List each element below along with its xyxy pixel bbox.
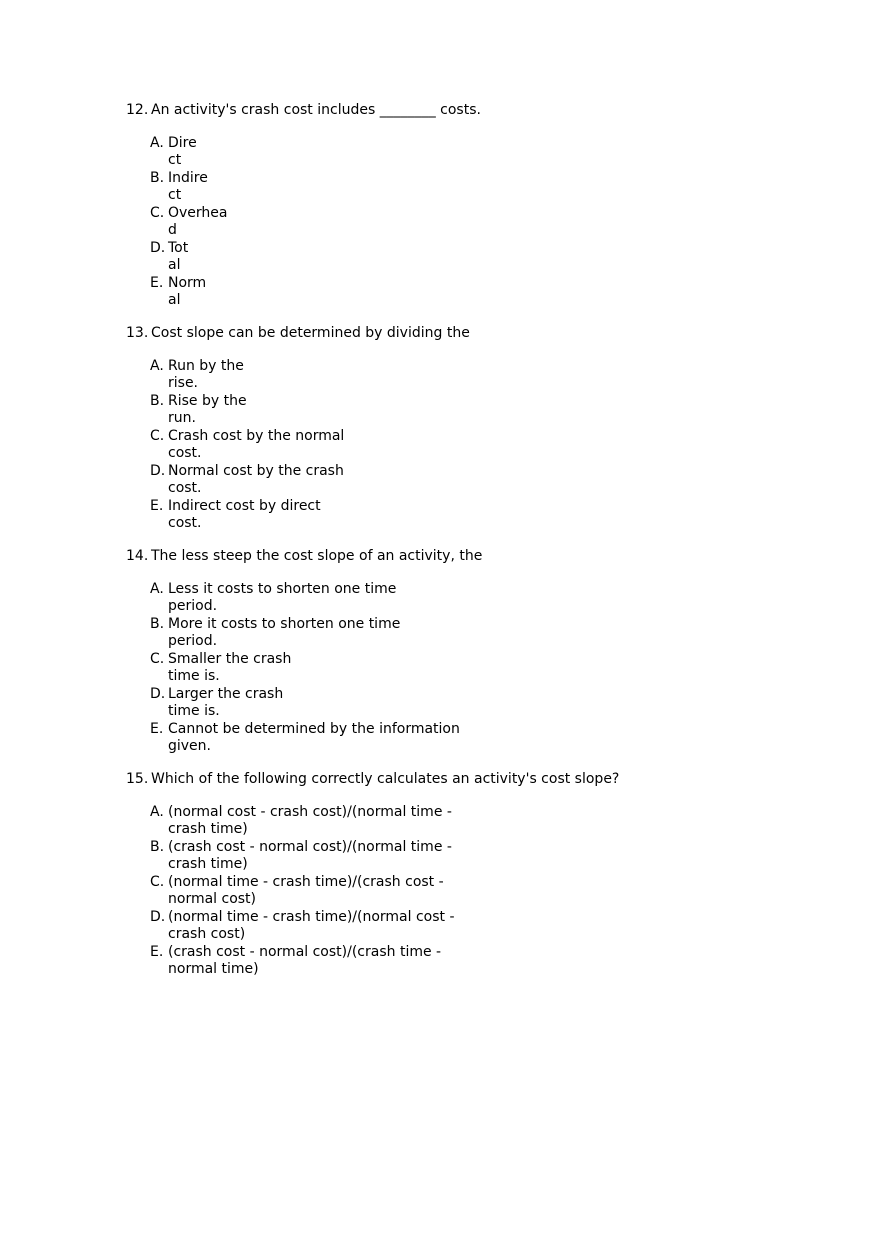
question-14	[126, 548, 746, 756]
option-letter: B.	[150, 839, 165, 855]
option-text: Overhead	[168, 205, 228, 238]
answer-option-e	[150, 275, 746, 308]
option-text: Cannot be determined by the information given.	[168, 721, 460, 754]
option-letter: A.	[150, 135, 164, 151]
option-letter: A.	[150, 804, 164, 820]
question-text: Which of the following correctly calculates an activity's cost slope?	[151, 771, 620, 787]
option-text: (normal time - crash time)/(crash cost - normal cost)	[168, 874, 444, 907]
answer-option-c	[150, 651, 746, 684]
option-letter: D.	[150, 686, 166, 702]
answer-option-d	[150, 463, 746, 496]
option-letter: C.	[150, 428, 165, 444]
option-letter: E.	[150, 944, 164, 960]
answer-options	[126, 804, 746, 977]
option-letter: E.	[150, 498, 164, 514]
question-number: 12.	[126, 102, 149, 118]
option-letter: D.	[150, 909, 166, 925]
option-text: Direct	[168, 135, 197, 168]
option-letter: B.	[150, 616, 165, 632]
question-stem	[126, 771, 746, 788]
question-number: 15.	[126, 771, 149, 787]
answer-options	[126, 581, 746, 754]
answer-option-e	[150, 944, 746, 977]
answer-option-b	[150, 616, 746, 649]
answer-options	[126, 358, 746, 531]
option-text: More it costs to shorten one time period.	[168, 616, 401, 649]
option-letter: C.	[150, 205, 165, 221]
option-text: Less it costs to shorten one time period.	[168, 581, 397, 614]
answer-option-c	[150, 205, 746, 238]
option-letter: D.	[150, 240, 166, 256]
answer-option-b	[150, 393, 746, 426]
option-text: Crash cost by the normal cost.	[168, 428, 345, 461]
option-letter: A.	[150, 581, 164, 597]
answer-option-d	[150, 909, 746, 942]
option-text: Normal cost by the crash cost.	[168, 463, 344, 496]
answer-option-a	[150, 581, 746, 614]
option-letter: E.	[150, 721, 164, 737]
option-text: (normal cost - crash cost)/(normal time - crash time)	[168, 804, 452, 837]
option-text: (normal time - crash time)/(normal cost - crash cost)	[168, 909, 455, 942]
option-text: Indirect cost by direct cost.	[168, 498, 321, 531]
question-stem	[126, 548, 746, 565]
question-text: An activity's crash cost includes ________ costs.	[151, 102, 481, 118]
question-13	[126, 325, 746, 533]
option-letter: D.	[150, 463, 166, 479]
option-letter: B.	[150, 170, 165, 186]
option-text: (crash cost - normal cost)/(crash time - normal time)	[168, 944, 442, 977]
question-text: The less steep the cost slope of an activity, the	[151, 548, 483, 564]
question-number: 13.	[126, 325, 149, 341]
answer-option-b	[150, 839, 746, 872]
option-text: Rise by the run.	[168, 393, 247, 426]
option-text: Total	[168, 240, 189, 273]
question-stem	[126, 325, 746, 342]
answer-option-a	[150, 804, 746, 837]
option-letter: B.	[150, 393, 165, 409]
answer-option-c	[150, 874, 746, 907]
option-letter: C.	[150, 651, 165, 667]
question-text: Cost slope can be determined by dividing the	[151, 325, 470, 341]
option-letter: A.	[150, 358, 164, 374]
answer-option-e	[150, 721, 746, 754]
answer-option-c	[150, 428, 746, 461]
answer-option-d	[150, 686, 746, 719]
option-text: Larger the crash time is.	[168, 686, 284, 719]
answer-option-a	[150, 358, 746, 391]
option-text: Run by the rise.	[168, 358, 244, 391]
option-text: (crash cost - normal cost)/(normal time - crash time)	[168, 839, 452, 872]
option-text: Indirect	[168, 170, 208, 203]
answer-option-e	[150, 498, 746, 531]
option-text: Normal	[168, 275, 207, 308]
question-number: 14.	[126, 548, 149, 564]
question-15	[126, 771, 746, 979]
question-stem	[126, 102, 746, 119]
option-letter: E.	[150, 275, 164, 291]
question-12	[126, 102, 746, 310]
answer-options	[126, 135, 746, 308]
answer-option-a	[150, 135, 746, 168]
option-letter: C.	[150, 874, 165, 890]
answer-option-b	[150, 170, 746, 203]
option-text: Smaller the crash time is.	[168, 651, 292, 684]
answer-option-d	[150, 240, 746, 273]
